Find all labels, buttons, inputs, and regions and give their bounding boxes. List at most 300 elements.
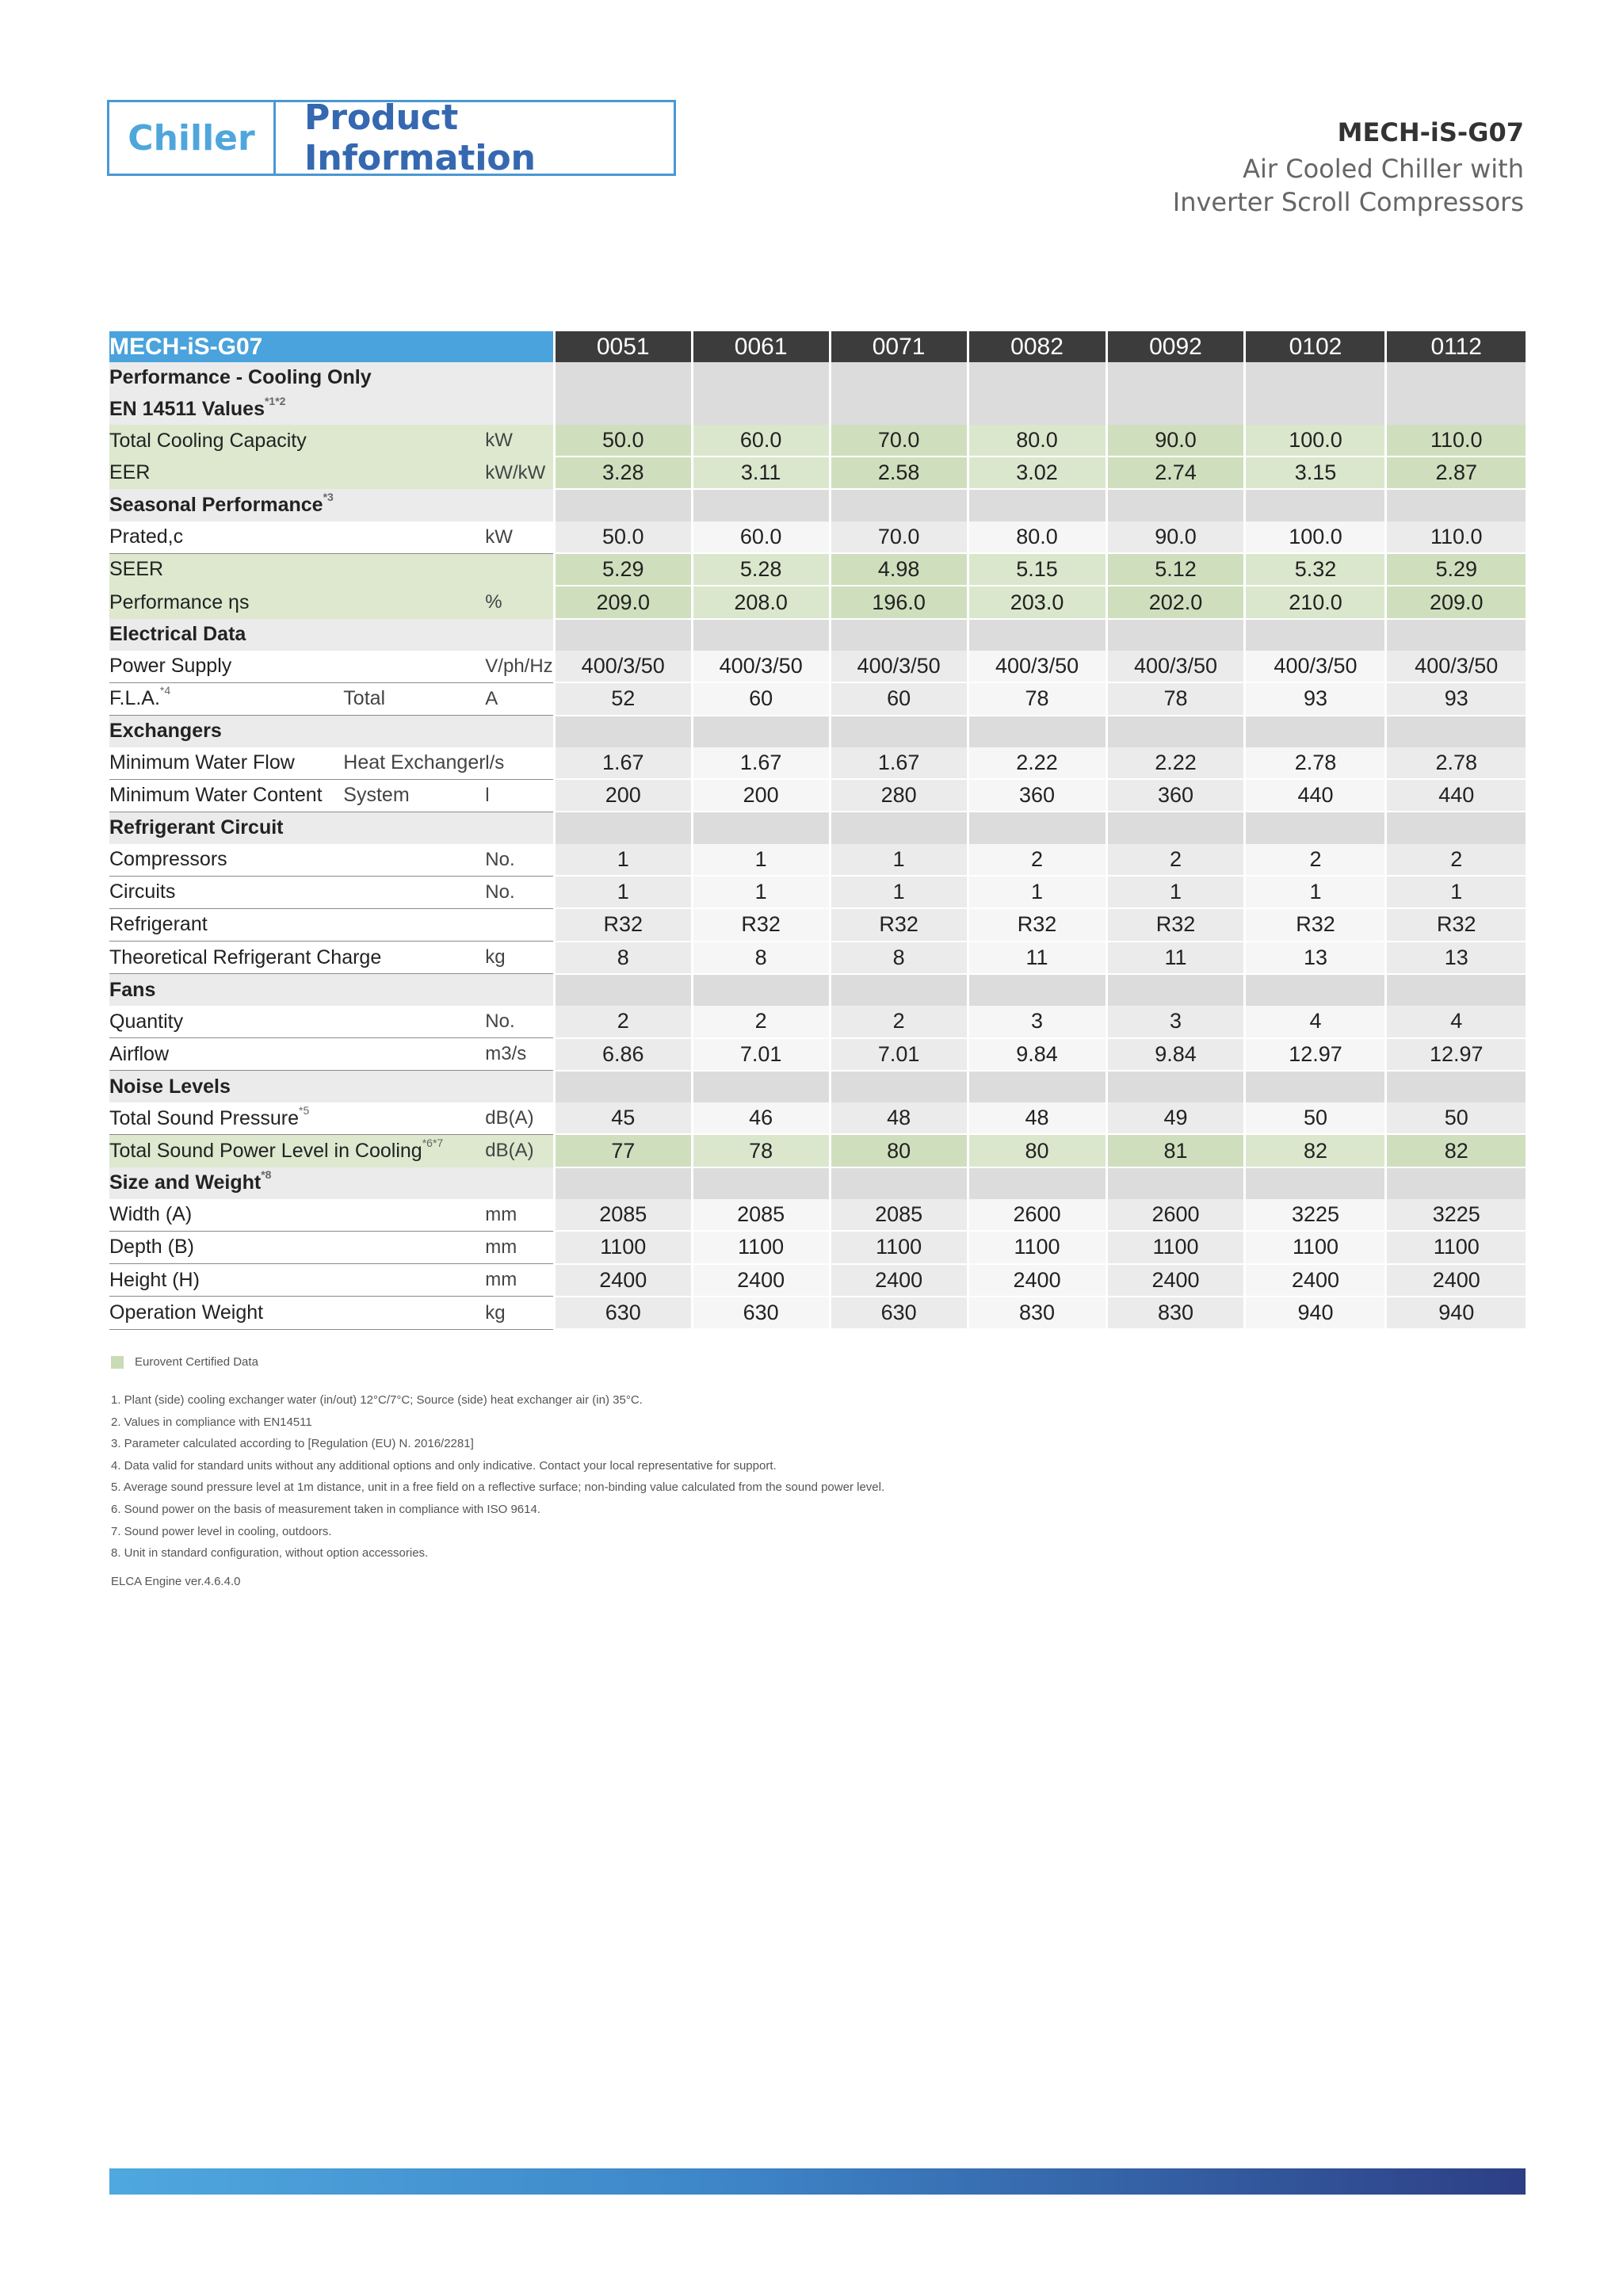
value-cell: 5.32: [1245, 553, 1386, 586]
value-cell: [1386, 716, 1526, 747]
row-label: Airflow: [109, 1042, 170, 1065]
value-cell: [1106, 489, 1245, 521]
value-cell: 2600: [1106, 1199, 1245, 1231]
row-unit: [485, 1167, 554, 1199]
value-cell: 400/3/50: [830, 651, 968, 682]
row-label-cell: [109, 586, 485, 618]
value-cell: [830, 812, 968, 843]
value-cell: 60: [692, 682, 830, 715]
value-cell: [692, 812, 830, 843]
value-cell: 2400: [968, 1264, 1106, 1297]
value-cell: R32: [692, 908, 830, 941]
table-row: [109, 553, 1526, 586]
value-cell: [692, 619, 830, 651]
value-cell: 4: [1245, 1006, 1386, 1037]
row-label: Seasonal Performance: [109, 494, 323, 517]
row-label: Electrical Data: [109, 623, 246, 646]
value-cell: 8: [554, 942, 692, 974]
row-label: Performance - Cooling Only: [109, 366, 372, 389]
row-unit: kg: [485, 942, 554, 974]
value-cell: 1100: [554, 1231, 692, 1263]
row-unit: kW: [485, 521, 554, 553]
size-header: 0092: [1106, 331, 1245, 362]
row-label-cell: [109, 779, 343, 812]
legend-label: Eurovent Certified Data: [135, 1355, 258, 1369]
value-cell: 2400: [692, 1264, 830, 1297]
table-row: [109, 876, 1526, 908]
footer-gradient-bar: [109, 2168, 1526, 2195]
value-cell: [1386, 1167, 1526, 1199]
row-unit: dB(A): [485, 1134, 554, 1167]
value-cell: [1245, 619, 1386, 651]
row-label-cell: [109, 844, 485, 876]
value-cell: [830, 394, 968, 425]
row-label-cell: [109, 362, 485, 393]
row-label-cell: [109, 1038, 485, 1071]
value-cell: 9.84: [1106, 1038, 1245, 1071]
table-row: [109, 586, 1526, 618]
value-cell: 209.0: [554, 586, 692, 618]
size-header: 0061: [692, 331, 830, 362]
row-unit: [485, 362, 554, 393]
value-cell: 2.78: [1245, 747, 1386, 779]
value-cell: [1245, 394, 1386, 425]
value-cell: 400/3/50: [968, 651, 1106, 682]
row-label: Power Supply: [109, 655, 232, 678]
size-header: 0102: [1245, 331, 1386, 362]
value-cell: 60.0: [692, 425, 830, 457]
value-cell: [692, 1071, 830, 1102]
value-cell: 2.22: [1106, 747, 1245, 779]
value-cell: [1386, 489, 1526, 521]
row-label-cell: [109, 553, 485, 586]
value-cell: 2: [968, 844, 1106, 876]
row-unit: kW/kW: [485, 457, 554, 489]
row-label: Performance ηs: [109, 590, 250, 613]
section-row: [109, 1167, 1526, 1199]
value-cell: 830: [1106, 1297, 1245, 1329]
value-cell: [554, 1167, 692, 1199]
value-cell: 630: [554, 1297, 692, 1329]
table-row: [109, 844, 1526, 876]
value-cell: [692, 974, 830, 1006]
section-row: [109, 394, 1526, 425]
value-cell: [830, 619, 968, 651]
value-cell: 210.0: [1245, 586, 1386, 618]
value-cell: 110.0: [1386, 425, 1526, 457]
value-cell: 360: [968, 779, 1106, 812]
value-cell: [1245, 812, 1386, 843]
value-cell: 2.78: [1386, 747, 1526, 779]
value-cell: 2.22: [968, 747, 1106, 779]
value-cell: 1: [830, 876, 968, 908]
row-unit: [485, 812, 554, 843]
footnote: 5. Average sound pressure level at 1m distance, unit in a free field on a reflective surface; non-binding value calculated from the sound power level.: [111, 1480, 885, 1495]
row-unit: mm: [485, 1199, 554, 1231]
value-cell: 209.0: [1386, 586, 1526, 618]
value-cell: 200: [554, 779, 692, 812]
value-cell: [1386, 394, 1526, 425]
value-cell: 90.0: [1106, 425, 1245, 457]
value-cell: 208.0: [692, 586, 830, 618]
footnote-ref: *3: [323, 491, 334, 504]
value-cell: 3225: [1386, 1199, 1526, 1231]
value-cell: R32: [830, 908, 968, 941]
value-cell: 70.0: [830, 521, 968, 553]
value-cell: 1: [830, 844, 968, 876]
value-cell: 3.28: [554, 457, 692, 489]
table-row: [109, 682, 1526, 715]
table-row: [109, 1134, 1526, 1167]
row-unit: No.: [485, 1006, 554, 1037]
row-label: Depth (B): [109, 1236, 194, 1259]
row-unit: [485, 619, 554, 651]
table-body: [109, 362, 1526, 1329]
value-cell: [968, 489, 1106, 521]
value-cell: 1.67: [692, 747, 830, 779]
header-title-box: [107, 97, 676, 178]
row-label: Quantity: [109, 1010, 184, 1033]
value-cell: [1386, 812, 1526, 843]
value-cell: [1245, 362, 1386, 393]
value-cell: 400/3/50: [1106, 651, 1245, 682]
row-label-cell: [109, 651, 485, 682]
value-cell: [1386, 362, 1526, 393]
row-unit: [485, 1071, 554, 1102]
row-label-cell: [109, 457, 485, 489]
value-cell: 830: [968, 1297, 1106, 1329]
value-cell: [1386, 974, 1526, 1006]
value-cell: 360: [1106, 779, 1245, 812]
row-label: Fans: [109, 978, 156, 1001]
value-cell: 4: [1386, 1006, 1526, 1037]
row-sublabel: System: [343, 779, 485, 812]
row-label-cell: [109, 716, 485, 747]
row-label: EER: [109, 461, 151, 484]
section-row: [109, 812, 1526, 843]
value-cell: [1245, 716, 1386, 747]
value-cell: 3.15: [1245, 457, 1386, 489]
table-row: [109, 1102, 1526, 1134]
value-cell: 13: [1386, 942, 1526, 974]
value-cell: [1245, 974, 1386, 1006]
value-cell: 1: [1245, 876, 1386, 908]
value-cell: 200: [692, 779, 830, 812]
table-row: [109, 1297, 1526, 1329]
table-header-row: [109, 331, 1526, 362]
value-cell: 81: [1106, 1134, 1245, 1167]
footnote-ref: *1*2: [264, 394, 286, 407]
value-cell: [968, 362, 1106, 393]
value-cell: [554, 1071, 692, 1102]
value-cell: R32: [968, 908, 1106, 941]
value-cell: 2085: [554, 1199, 692, 1231]
row-label-cell: [109, 747, 343, 779]
row-label: EN 14511 Values: [109, 397, 265, 420]
value-cell: 1: [554, 844, 692, 876]
value-cell: [1245, 1167, 1386, 1199]
row-label-cell: [109, 1006, 485, 1037]
section-row: [109, 489, 1526, 521]
value-cell: 77: [554, 1134, 692, 1167]
value-cell: [1245, 489, 1386, 521]
value-cell: 90.0: [1106, 521, 1245, 553]
value-cell: [968, 974, 1106, 1006]
row-label-cell: [109, 489, 485, 521]
value-cell: [1106, 1071, 1245, 1102]
value-cell: 280: [830, 779, 968, 812]
value-cell: 60: [830, 682, 968, 715]
value-cell: 1: [554, 876, 692, 908]
row-unit: m3/s: [485, 1038, 554, 1071]
model-name: MECH-iS-G07: [1337, 117, 1524, 147]
row-label: Operation Weight: [109, 1301, 264, 1324]
value-cell: 2.87: [1386, 457, 1526, 489]
footnote: 7. Sound power level in cooling, outdoors.: [111, 1524, 332, 1538]
value-cell: 1: [1386, 876, 1526, 908]
value-cell: 1.67: [830, 747, 968, 779]
table-row: [109, 747, 1526, 779]
row-label-cell: [109, 521, 485, 553]
section-row: [109, 1071, 1526, 1102]
row-label: Height (H): [109, 1268, 200, 1291]
row-label-cell: [109, 1134, 485, 1167]
value-cell: 440: [1245, 779, 1386, 812]
row-unit: A: [485, 682, 554, 715]
row-label-cell: [109, 812, 485, 843]
row-label-cell: [109, 1264, 485, 1297]
value-cell: 78: [692, 1134, 830, 1167]
table-row: [109, 1264, 1526, 1297]
value-cell: [1386, 619, 1526, 651]
value-cell: 48: [968, 1102, 1106, 1134]
value-cell: [1106, 362, 1245, 393]
value-cell: 4.98: [830, 553, 968, 586]
row-unit: [485, 974, 554, 1006]
row-unit: [485, 394, 554, 425]
row-label-cell: [109, 974, 485, 1006]
value-cell: 1100: [830, 1231, 968, 1263]
value-cell: [1106, 716, 1245, 747]
value-cell: 8: [830, 942, 968, 974]
value-cell: 1: [692, 876, 830, 908]
row-label: Minimum Water Flow: [109, 751, 295, 774]
row-label-cell: [109, 876, 485, 908]
table-row: [109, 1006, 1526, 1037]
value-cell: 52: [554, 682, 692, 715]
section-row: [109, 716, 1526, 747]
row-label: Total Sound Pressure: [109, 1106, 300, 1129]
row-unit: kg: [485, 1297, 554, 1329]
row-label: SEER: [109, 558, 164, 581]
value-cell: 196.0: [830, 586, 968, 618]
value-cell: 7.01: [692, 1038, 830, 1071]
value-cell: 5.15: [968, 553, 1106, 586]
row-label-cell: [109, 908, 485, 941]
row-unit: kW: [485, 425, 554, 457]
footnote: 4. Data valid for standard units without any additional options and only indicative. Contact your local representative for support.: [111, 1458, 777, 1473]
value-cell: [968, 716, 1106, 747]
value-cell: R32: [1245, 908, 1386, 941]
row-label-cell: [109, 942, 485, 974]
footnote-ref: *6*7: [422, 1136, 444, 1149]
value-cell: 3.11: [692, 457, 830, 489]
value-cell: 93: [1245, 682, 1386, 715]
page-title: Product Information: [276, 102, 674, 174]
row-label-cell: [109, 394, 485, 425]
value-cell: 82: [1245, 1134, 1386, 1167]
table-row: [109, 779, 1526, 812]
row-unit: [485, 553, 554, 586]
row-label: Exchangers: [109, 720, 222, 743]
row-unit: mm: [485, 1231, 554, 1263]
value-cell: 5.29: [1386, 553, 1526, 586]
row-label: Total Sound Power Level in Cooling: [109, 1139, 422, 1162]
value-cell: 5.29: [554, 553, 692, 586]
table-row: [109, 1038, 1526, 1071]
value-cell: 12.97: [1386, 1038, 1526, 1071]
value-cell: 6.86: [554, 1038, 692, 1071]
value-cell: 80.0: [968, 521, 1106, 553]
value-cell: 80: [830, 1134, 968, 1167]
model-description-line2: Inverter Scroll Compressors: [1172, 187, 1524, 217]
row-label: Total Cooling Capacity: [109, 429, 307, 452]
table-row: [109, 521, 1526, 553]
value-cell: 2085: [692, 1199, 830, 1231]
row-label-cell: [109, 1102, 485, 1134]
value-cell: 1: [968, 876, 1106, 908]
footnote: 3. Parameter calculated according to [Regulation (EU) N. 2016/2281]: [111, 1437, 474, 1451]
value-cell: 400/3/50: [1386, 651, 1526, 682]
value-cell: 48: [830, 1102, 968, 1134]
specification-table: [109, 331, 1526, 1330]
value-cell: [692, 716, 830, 747]
value-cell: 93: [1386, 682, 1526, 715]
value-cell: [692, 1167, 830, 1199]
value-cell: 1100: [1245, 1231, 1386, 1263]
value-cell: [830, 974, 968, 1006]
row-unit: [485, 716, 554, 747]
value-cell: 2: [1386, 844, 1526, 876]
value-cell: 50.0: [554, 425, 692, 457]
table-row: [109, 1231, 1526, 1263]
model-description-line1: Air Cooled Chiller with: [1243, 154, 1524, 184]
value-cell: [554, 394, 692, 425]
value-cell: 80.0: [968, 425, 1106, 457]
table-row: [109, 651, 1526, 682]
value-cell: 2.58: [830, 457, 968, 489]
value-cell: 82: [1386, 1134, 1526, 1167]
row-unit: No.: [485, 844, 554, 876]
row-label-cell: [109, 1297, 485, 1329]
value-cell: [968, 394, 1106, 425]
value-cell: [830, 1071, 968, 1102]
size-header: 0082: [968, 331, 1106, 362]
table-row: [109, 457, 1526, 489]
value-cell: 2: [554, 1006, 692, 1037]
value-cell: [830, 362, 968, 393]
value-cell: 2.74: [1106, 457, 1245, 489]
row-label: Noise Levels: [109, 1075, 231, 1098]
value-cell: 3: [1106, 1006, 1245, 1037]
value-cell: 9.84: [968, 1038, 1106, 1071]
footnotes: [111, 1389, 884, 1564]
value-cell: 2085: [830, 1199, 968, 1231]
row-label: Minimum Water Content: [109, 784, 323, 807]
table-row: [109, 425, 1526, 457]
value-cell: 440: [1386, 779, 1526, 812]
row-label-cell: [109, 425, 485, 457]
value-cell: 2: [1245, 844, 1386, 876]
value-cell: [830, 1167, 968, 1199]
value-cell: [554, 489, 692, 521]
size-header: 0112: [1386, 331, 1526, 362]
row-label-cell: [109, 1199, 485, 1231]
footnote: 8. Unit in standard configuration, without option accessories.: [111, 1546, 429, 1561]
value-cell: 1: [1106, 876, 1245, 908]
row-sublabel: Heat Exchanger: [343, 747, 485, 779]
value-cell: 5.12: [1106, 553, 1245, 586]
value-cell: [692, 362, 830, 393]
value-cell: [968, 812, 1106, 843]
value-cell: 50: [1386, 1102, 1526, 1134]
value-cell: [554, 812, 692, 843]
row-unit: V/ph/Hz: [485, 651, 554, 682]
row-unit: %: [485, 586, 554, 618]
footnote: 1. Plant (side) cooling exchanger water (in/out) 12°C/7°C; Source (side) heat exchanger air (in) 35°C.: [111, 1393, 643, 1407]
row-unit: l/s: [485, 747, 554, 779]
value-cell: 1.67: [554, 747, 692, 779]
value-cell: [692, 394, 830, 425]
value-cell: 7.01: [830, 1038, 968, 1071]
value-cell: 45: [554, 1102, 692, 1134]
model-heading: [1173, 117, 1524, 219]
value-cell: 8: [692, 942, 830, 974]
section-row: [109, 362, 1526, 393]
value-cell: 50: [1245, 1102, 1386, 1134]
footnote: 6. Sound power on the basis of measurement taken in compliance with ISO 9614.: [111, 1502, 540, 1516]
value-cell: 2: [830, 1006, 968, 1037]
value-cell: 60.0: [692, 521, 830, 553]
value-cell: 2400: [1386, 1264, 1526, 1297]
value-cell: [1106, 974, 1245, 1006]
row-label-cell: [109, 1231, 485, 1263]
row-label: F.L.A.: [109, 687, 160, 710]
value-cell: 2400: [1245, 1264, 1386, 1297]
value-cell: R32: [554, 908, 692, 941]
table-row: [109, 942, 1526, 974]
value-cell: 100.0: [1245, 425, 1386, 457]
row-unit: [485, 489, 554, 521]
value-cell: [692, 489, 830, 521]
value-cell: 2400: [830, 1264, 968, 1297]
row-label: Refrigerant: [109, 913, 208, 936]
legend: [111, 1355, 258, 1369]
row-label-cell: [109, 1167, 485, 1199]
row-label-cell: [109, 682, 343, 715]
value-cell: 13: [1245, 942, 1386, 974]
value-cell: 400/3/50: [692, 651, 830, 682]
value-cell: [554, 974, 692, 1006]
table-model-label: MECH-iS-G07: [109, 331, 554, 362]
value-cell: [968, 619, 1106, 651]
value-cell: 203.0: [968, 586, 1106, 618]
value-cell: R32: [1106, 908, 1245, 941]
row-unit: [485, 908, 554, 941]
value-cell: 11: [968, 942, 1106, 974]
value-cell: 1100: [1386, 1231, 1526, 1263]
value-cell: R32: [1386, 908, 1526, 941]
